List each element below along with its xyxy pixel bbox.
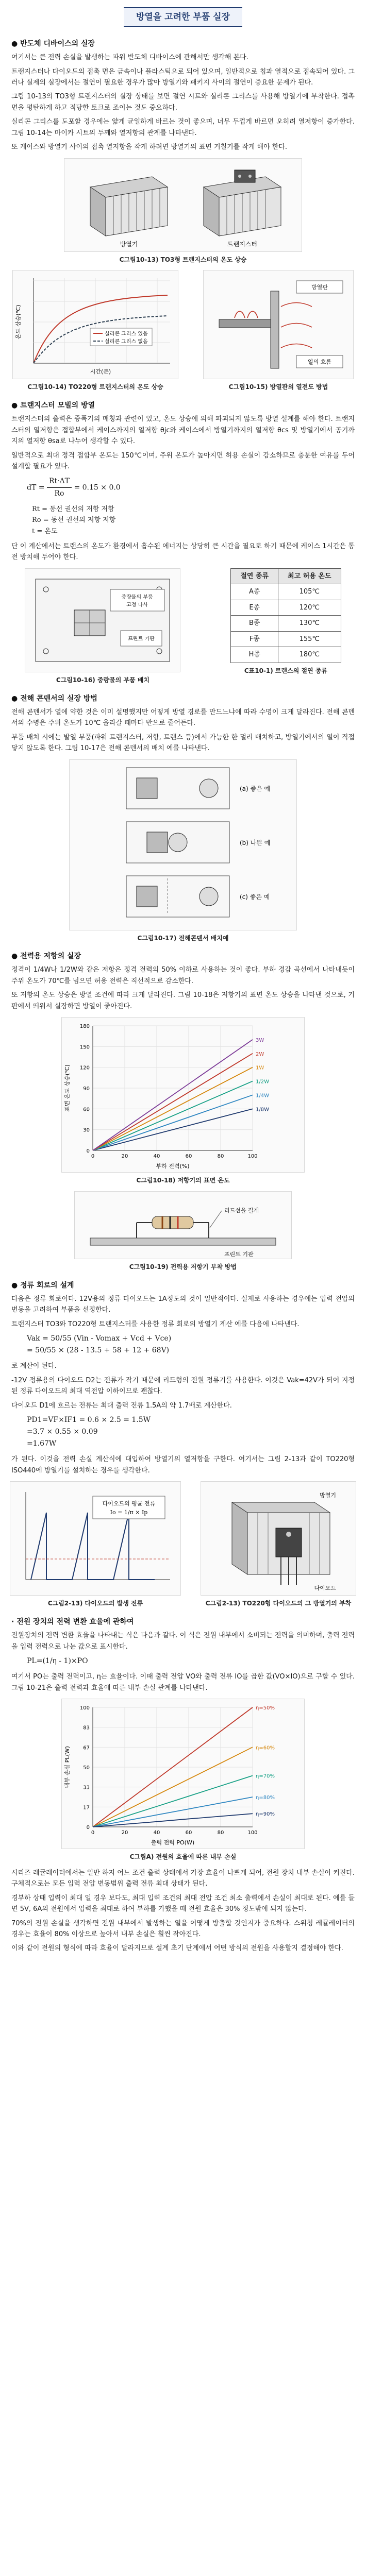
y-tick-label: 67 [83,1745,90,1751]
series-line [93,1095,253,1151]
heatsink-right [204,170,281,236]
definitions: Rt = 동선 권선의 저항 저항 Ro = 동선 권선의 저항 저항 t = 온도 [32,505,116,535]
heading-resistor: ● 전력용 저항의 실장 [11,952,81,961]
y-axis-label: 표면 온도 상승(℃) [64,1064,71,1112]
insulation-class-table: 절연 종류 최고 허용 온도 A종 105℃ E종 120℃ B종 130℃ F종 155℃ H종 180℃ [230,568,341,663]
label-screw: 고정 나사 [126,602,148,608]
series-line [93,1054,253,1150]
figure-caption: C그림A) 전원의 효율에 따른 내부 손실 [129,1853,237,1860]
box-formula: Io = 1/π × Ip [110,1509,148,1516]
series-label: η=90% [256,1811,275,1818]
section-efficiency [0,1616,366,1693]
note-heatsink: 방열판 [311,284,328,291]
heading-transistor: ● 트랜지스터 모빌의 방열 [11,401,95,410]
x-tick-label: 60 [185,1154,192,1160]
x-tick-label: 100 [247,1830,258,1836]
section-rectifier [0,1280,366,1477]
paragraph: 또 케이스와 방열기 사이의 접촉 열저항을 작게 하려면 방열기의 표면 거칠기를 작게 해야 한다. [11,143,288,151]
paragraph: 단 이 계산에서는 트랜스의 온도가 환경에서 흡수된 에너지는 상당히 큰 시간을 필요로 하기 때문에 케이스 1시간은 통전 방치해 두어야 한다. [11,543,355,562]
x-axis-label: 부하 전력(%) [156,1163,190,1170]
series-label: 1/4W [256,1093,269,1099]
series-line [93,1814,253,1827]
x-axis-label: 출력 전력 PO(W) [151,1839,195,1846]
paragraph: 전해 콘덴서가 열에 약한 것은 이미 설명했지만 어떻게 방열 경로를 만드느냐에 따라 수명이 크게 달라진다. 전해 콘덴서의 수명은 주위 온도가 10℃ 올라갈 때마다 반으로 줄어든다. [11,708,355,727]
y-tick-label: 33 [83,1785,90,1791]
paragraph: 로 계산이 된다. [11,1362,57,1370]
paragraph: 다음은 정류 회로이다. 12V용의 정류 다이오드는 1A정도의 것이 일반적이다. 실제로 사용하는 경우에는 입력 전압의 변동을 고려하여 부품을 선정한다. [11,1295,355,1314]
y-tick-label: 90 [83,1086,90,1092]
x-tick-label: 100 [247,1154,258,1160]
x-tick-label: 20 [121,1830,128,1836]
series-label: 1/8W [256,1107,269,1113]
diode-heatsink-illustration [201,1481,356,1596]
section-transistor [0,400,366,563]
x-tick-label: 0 [91,1830,95,1836]
y-tick-label: 30 [83,1127,90,1133]
formula-dt: dT = $\frac{Rt\cdot\Delta T}{Ro}$ = 0.15 × 0.0 [27,476,355,500]
y-tick-label: 150 [79,1044,90,1050]
y-tick-label: 120 [79,1065,90,1071]
series-line [93,1081,253,1150]
heading-capacitor: ● 전해 콘덴서의 실장 방법 [11,694,97,703]
label-heavy-part: 중량물의 부품 [121,594,154,600]
x-tick-label: 80 [217,1830,224,1836]
heatsink-illustration [64,158,302,252]
figure-caption: C그림10-13) TO3형 트랜지스터의 온도 상승 [119,256,247,263]
figure-10-13 [0,158,366,265]
series-label: 2W [256,1051,264,1057]
figure-10-14-15 [0,270,366,393]
note-heat-flow: 열의 흐름 [307,359,332,366]
table-row: H종 180℃ [231,647,341,663]
fig13-right-label: 트랜지스터 [227,240,257,248]
capacitor-layout-examples [69,759,297,930]
paragraph: 가 된다. 이것을 전력 손실 계산식에 대입하여 방열기의 열저항을 구한다. 여기서는 그림 2-13과 같이 TO220형 ISO440에 방열기를 설치하는 경우를 생각한다. [11,1455,355,1475]
svg-text:(a) 좋은 예: (a) 좋은 예 [240,785,271,792]
paragraph: 트랜지스터 TO3와 TO220형 트랜지스터를 사용한 정류 회로의 방열기 계산 예를 다음에 나타낸다. [11,1320,300,1328]
x-tick-label: 0 [91,1154,95,1160]
x-tick-label: 60 [185,1830,192,1836]
paragraph: 부품 배치 시에는 발열 부품(파워 트랜지스터, 저항, 트랜스 등)에서 가능한 한 멀리 배치하고, 방열기에서의 열이 직접 닿지 않도록 한다. 그림 10-17은 전해 콘덴서의 배치 예를 나타낸다. [11,733,355,753]
legend-b: 실리콘 그리스 없음 [105,339,148,345]
series-label: η=50% [256,1705,275,1711]
paragraph: 70%의 전원 손실을 생각하면 전원 내부에서 발생하는 열을 어떻게 방출할 것인지가 중요하다. 스위칭 레귤레이터의 경우는 효율이 80% 이상으로 높아서 내부 손실은 훨씬 작아진다. [11,1919,355,1938]
x-axis-label: 시간(분) [90,368,111,376]
paragraph: 또 저항의 온도 상승은 방열 조건에 따라 크게 달라진다. 그림 10-18은 저항기의 표면 온도 상승을 나타낸 것으로, 기판에서 띄워서 실장하면 방열이 좋아진다. [11,991,355,1010]
paragraph: 트랜지스터나 다이오드의 접촉 면은 금속이나 플라스틱으로 되어 있으며, 일반적으로 칩과 열적으로 접속되어 있다. 그러나 실제의 실장에서는 절연이 필요한 경우가 많아 방열기와 패키지 사이의 절연이 중요한 문제가 된다. [11,67,355,87]
paragraph: 실리콘 그리스를 도포할 경우에는 얇게 균일하게 바르는 것이 좋으며, 너무 두껍게 바르면 오히려 열저항이 증가한다. 그림 10-14는 마이카 시트의 두께와 열저항의 관계를 나타낸다. [11,118,355,137]
resistor-temperature-chart [61,1017,305,1173]
x-tick-label: 20 [121,1154,128,1160]
diode-current-waveform [10,1481,181,1596]
label-pcb: 프린트 기판 [224,1250,254,1258]
figure-caption: C그림10-19) 전력용 저항기 부착 방법 [129,1263,237,1270]
example-b [126,822,270,863]
paragraph: -12V 정류용의 다이오드 D2는 전류가 작기 때문에 리드형의 전원 정류기를 사용한다. 이것은 Vak=42V가 되어 지정된 정류 다이오드의 최대 역전압 이하이므로 괜찮다. [11,1376,355,1396]
example-a [126,768,270,809]
series-label: 3W [256,1038,264,1044]
resistor-mounting-illustration [74,1191,292,1259]
table-row: A종 105℃ [231,584,341,600]
x-tick-label: 80 [217,1154,224,1160]
section-regulator [0,1868,366,1954]
x-tick-label: 40 [153,1830,160,1836]
table-row: B종 130℃ [231,616,341,631]
heading-semiconductor: ● 반도체 디바이스의 실장 [11,40,95,48]
figure-caption: C그림2-13) 다이오드의 발생 전류 [47,1600,143,1607]
x-tick-label: 40 [153,1154,160,1160]
y-tick-label: 50 [83,1765,90,1771]
y-tick-label: 0 [86,1148,90,1155]
series-label: η=60% [256,1745,275,1751]
figure-10-18 [0,1017,366,1186]
paragraph: 여기서는 큰 전력 손실을 발생하는 파워 반도체 디바이스에 관해서만 생각해 본다. [11,54,248,62]
paragraph: 정격이 1/4W나 1/2W와 같은 저항은 정격 전력의 50% 이하로 사용하는 것이 좋다. 부하 경감 곡선에서 나타내듯이 주위 온도가 70℃를 넘으면 허용 전력은 직선적으로 감소한다. [11,966,355,985]
figure-2-13 [0,1481,366,1609]
figure-10-19 [0,1191,366,1273]
series-label: 1W [256,1065,264,1071]
series-label: 1/2W [256,1079,269,1085]
efficiency-loss-chart [61,1699,305,1849]
y-tick-label: 0 [86,1825,90,1831]
paragraph: 전원장치의 전력 변환 효율을 나타내는 식은 다음과 같다. 이 식은 전원 내부에서 소비되는 전력을 의미하며, 출력 전력을 입력 전력으로 나눈 값으로 표시한다. [11,1632,355,1651]
heading-efficiency: · 전원 장치의 전력 변환 효율에 관하여 [11,1618,134,1626]
table-caption: C표10-1) 트랜스의 절연 종류 [244,667,328,674]
y-axis-label: 내부 손실 PL(W) [64,1746,71,1788]
figure-caption: C그림10-14) TO220형 트랜지스터의 온도 상승 [27,383,163,391]
y-tick-label: 83 [83,1725,90,1731]
series-line [93,1040,253,1150]
label-long-lead: 리드선을 길게 [224,1207,259,1214]
figure-caption: C그림2-13) TO220형 다이오드의 그 방열기의 부착 [205,1600,352,1607]
heat-conduction-illustration [203,270,354,379]
figure-a [0,1699,366,1862]
label-pcb: 프린트 기판 [128,636,155,642]
figure-caption: C그림10-16) 중량물의 부품 배치 [56,676,150,684]
y-tick-label: 17 [83,1805,90,1811]
page-title: 방열을 고려한 부품 실장 [124,7,242,27]
figure-10-16-table [0,568,366,686]
paragraph: 경부하 상태 입력이 최대 일 경우 보다도, 최대 입력 조건의 최대 전압 조건 최소 출력에서 손실이 최대로 된다. 예를 들면 5V, 6A의 전원에서 입력을 최대로 하여 부하를 가했을 때 전원 효율은 30% 정도밖에 되지 않는다. [11,1894,355,1913]
formula-vak: Vak = 50/55 (Vin - Vomax + Vcd + Vce) = 50/55 × (28 - 13.5 + 58 + 12 + 68V) [27,1334,172,1355]
y-tick-label: 60 [83,1107,90,1113]
legend-a: 실리콘 그리스 있음 [105,331,148,337]
heavy-part-layout [25,568,180,672]
formula-loss: PL=(1/η - 1)×PO [27,1657,88,1666]
figure-caption: C그림10-17) 전해콘덴서 배치예 [137,934,229,942]
y-axis-label: 온도 상승(℃) [15,304,22,340]
svg-text:(c) 좋은 예: (c) 좋은 예 [240,893,270,901]
figure-10-17 [0,759,366,944]
paragraph: 트랜지스터의 출력은 증폭기의 매칭과 관련이 있고, 온도 상승에 의해 파괴되지 않도록 방열 설계를 해야 한다. 트랜지스터의 열저항은 접합부에서 케이스까지의 열저항 θjc와 케이스에서 방열기까지의 열저항 θcs 및 방열기에서 공기까지의 열저항 θsa로 나누어 생각할 수 있다. [11,415,355,446]
paragraph: 시리즈 레귤레이터에서는 일반 하지 어느 조건 출력 상태에서 가장 효율이 나쁘게 되어, 전원 장치 내부 손실이 커진다. 구체적으로는 모든 입력 전압 변동범위 출력 전류 최대 상태가 된다. [11,1869,355,1888]
svg-text:(b) 나쁜 예: (b) 나쁜 예 [240,839,271,846]
fig13-left-label: 방열기 [120,240,138,248]
y-tick-label: 100 [79,1705,90,1711]
heatsink-left [90,177,168,236]
temperature-rise-chart [12,270,178,379]
paragraph: 이와 같이 전원의 형식에 따라 효율이 달라지므로 설계 초기 단계에서 어떤 방식의 전원을 사용할지 결정해야 한다. [11,1944,343,1953]
label-heatsink: 방열기 [320,1492,336,1499]
paragraph: 일반적으로 최대 정격 접합부 온도는 150℃이며, 주위 온도가 높아지면 허용 손실이 감소하므로 충분한 여유를 두어 설계할 필요가 있다. [11,451,355,471]
section-resistor [0,951,366,1012]
paragraph: 그림 10-13의 TO3형 트랜지스터의 실장 상태를 보면 절연 시트와 실리콘 그리스를 사용해 방열기에 부착한다. 접촉 면을 평탄하게 하고 적당한 토크로 조이는 것도 중요하다. [11,93,355,112]
figure-caption: C그림10-15) 방열판의 열전도 방법 [228,383,328,391]
paragraph: 다이오드 D1에 흐르는 전류는 최대 출력 전류 1.5A의 약 1.7배로 계산한다. [11,1401,232,1410]
section-semiconductor [0,38,366,153]
section-capacitor [0,693,366,754]
heading-rectifier: ● 정류 회로의 설계 [11,1281,74,1290]
paragraph: 여기서 PO는 출력 전력이고, η는 효율이다. 이때 출력 전압 VO와 출력 전류 IO를 곱한 값(VO×IO)으로 구할 수 있다. 그림 10-21은 출력 전력과 효율에 따른 내부 손실 관계를 나타낸다. [11,1673,355,1692]
y-tick-label: 180 [79,1024,90,1030]
figure-caption: C그림10-18) 저항기의 표면 온도 [136,1177,230,1184]
series-label: η=80% [256,1795,275,1801]
table-row: F종 155℃ [231,631,341,647]
formula-pd: PD1=VF×IF1 = 0.6 × 2.5 = 1.5W =3.7 × 0.55 × 0.09 =1.67W [27,1416,151,1448]
table-row: E종 120℃ [231,600,341,615]
example-c [126,876,270,917]
box-avg-current: 다이오드의 평균 전류 [102,1500,156,1507]
series-label: η=70% [256,1773,275,1780]
label-diode: 다이오드 [314,1585,336,1592]
